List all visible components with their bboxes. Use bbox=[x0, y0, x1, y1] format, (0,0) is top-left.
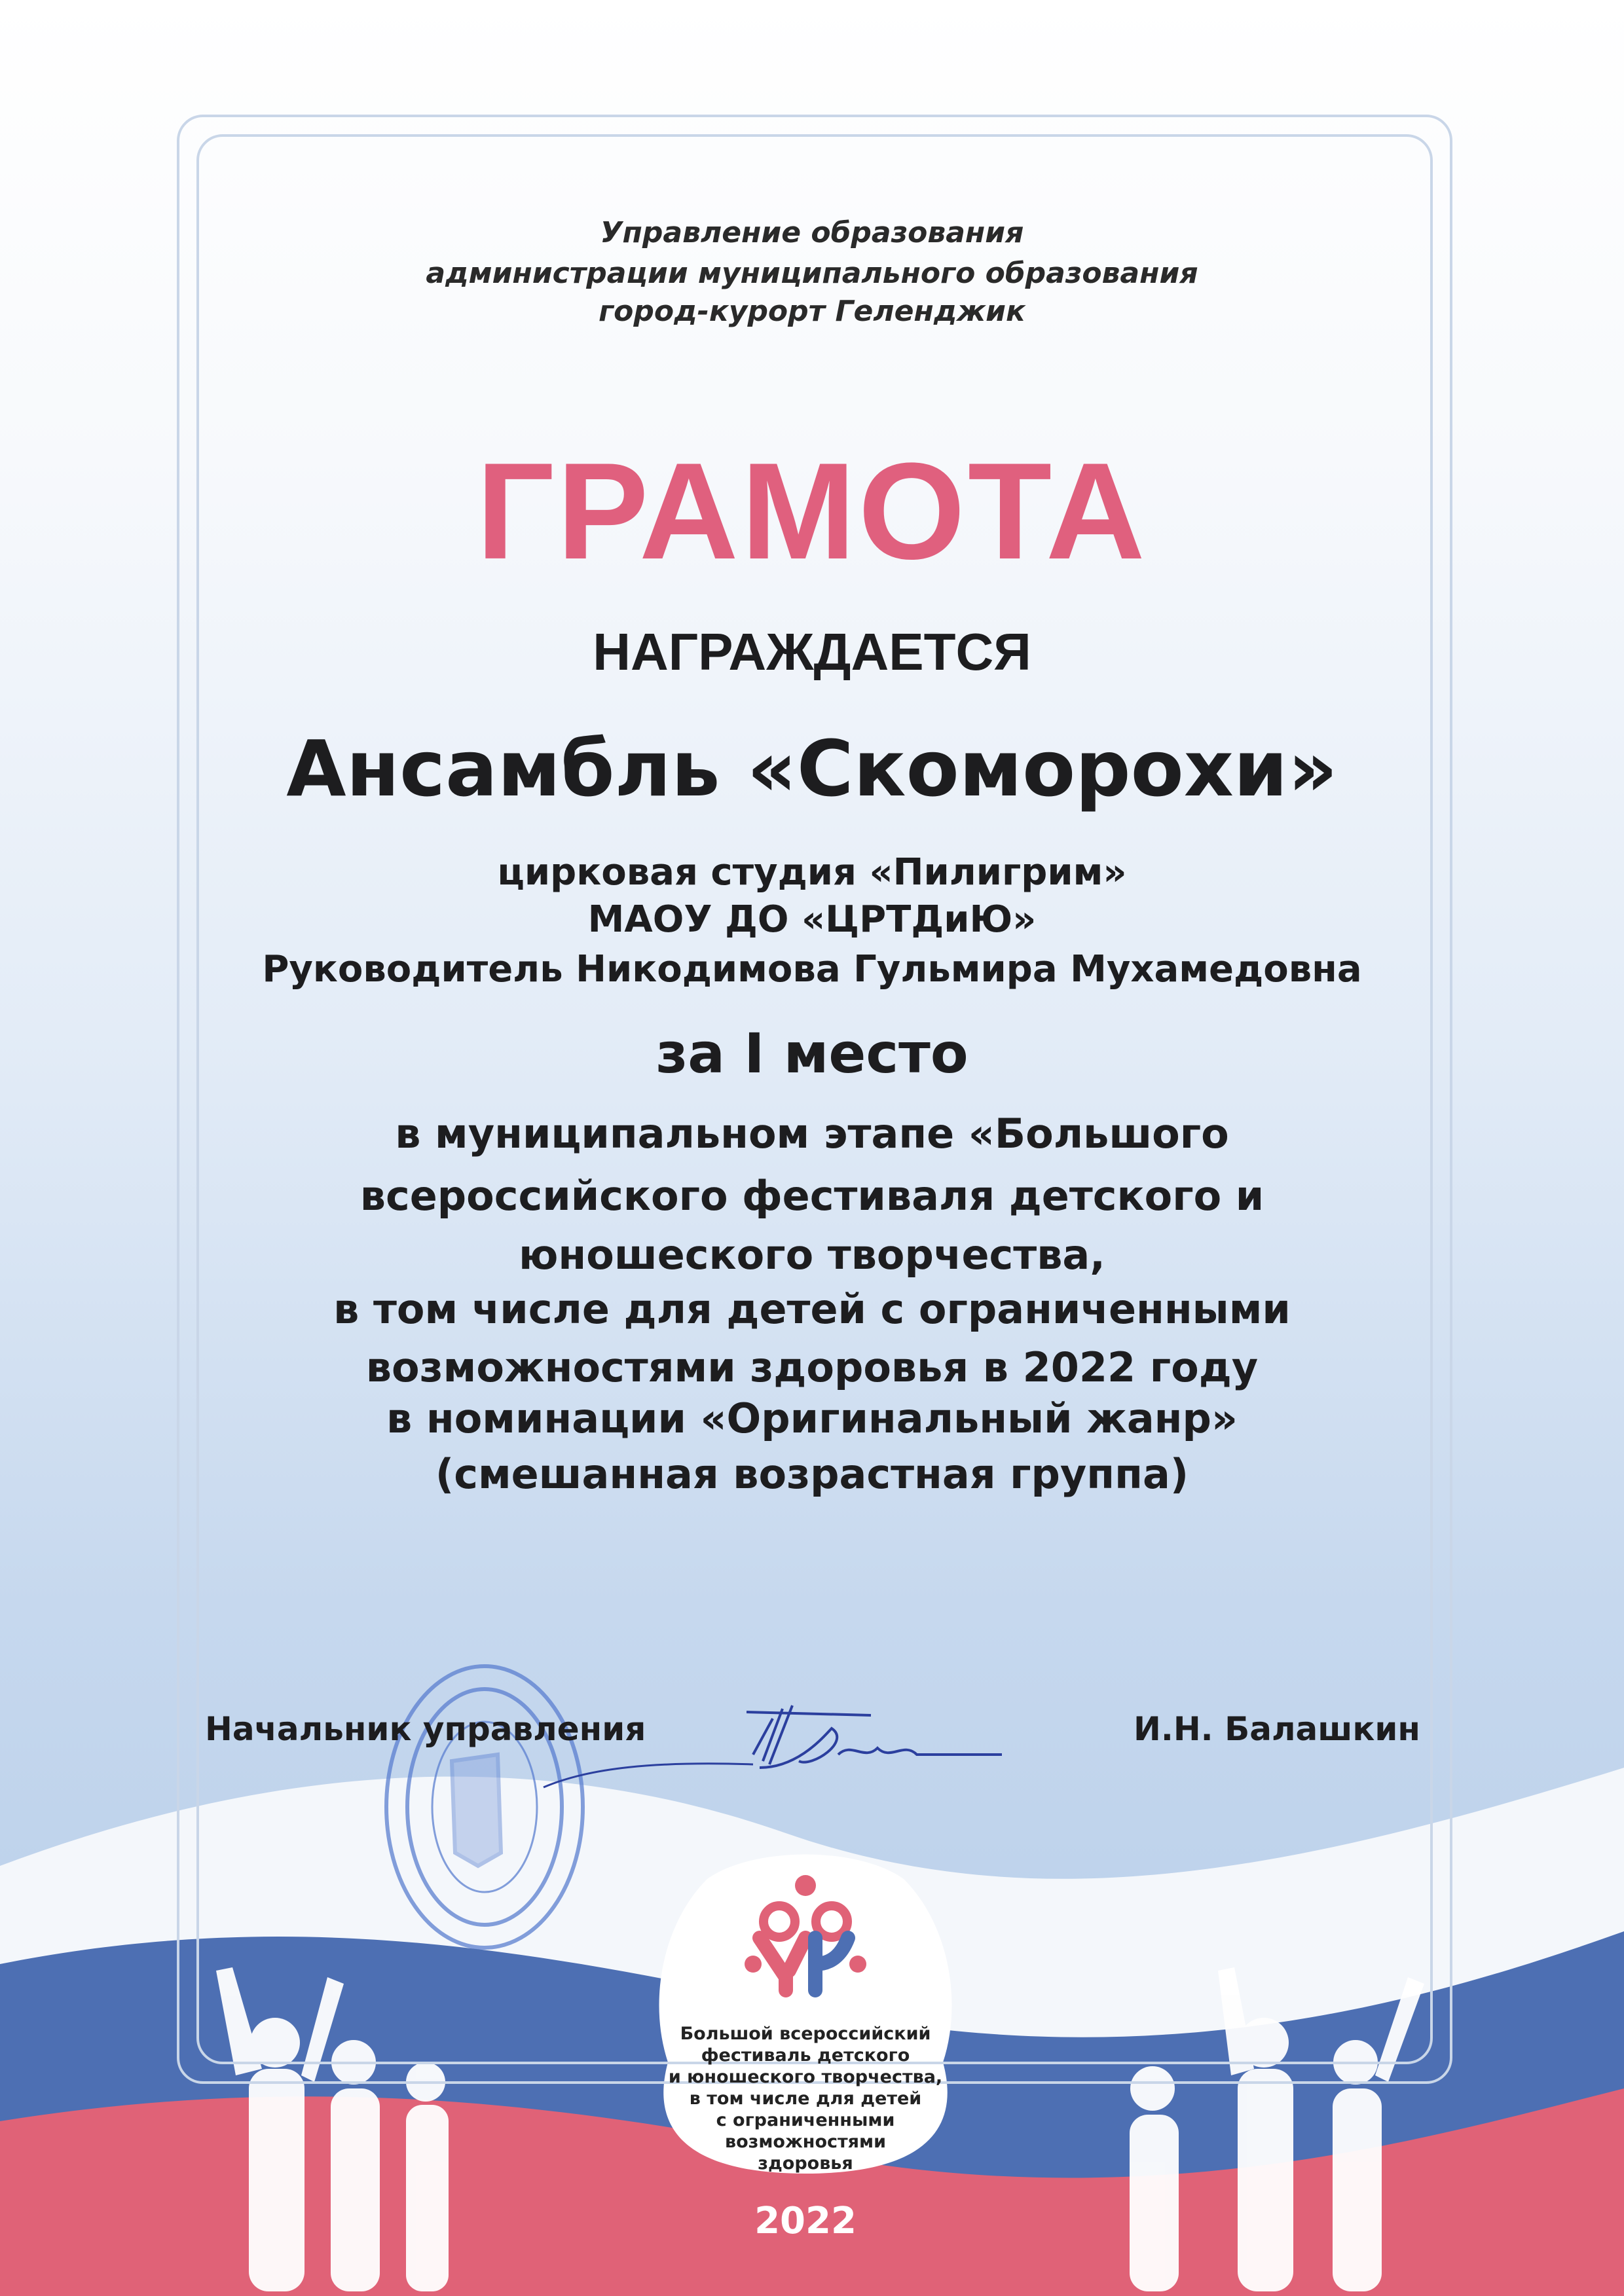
description-line: в номинации «Оригинальный жанр» bbox=[386, 1394, 1238, 1442]
logo-line: здоровья bbox=[758, 2153, 853, 2174]
certificate-title: ГРАМОТА bbox=[476, 434, 1148, 588]
issuer-line-3: город-курорт Геленджик bbox=[599, 295, 1025, 328]
logo-line: фестиваль детского bbox=[701, 2045, 910, 2066]
detail-organization: МАОУ ДО «ЦРТДиЮ» bbox=[587, 898, 1037, 941]
logo-line: возможностями bbox=[725, 2132, 886, 2152]
issuer-line-2: администрации муниципального образования bbox=[426, 257, 1198, 290]
description-line: возможностями здоровья в 2022 году bbox=[365, 1343, 1259, 1391]
issuer-line-1: Управление образования bbox=[600, 216, 1024, 249]
festival-logo-text bbox=[668, 2023, 943, 2174]
recipient-name: Ансамбль «Скоморохи» bbox=[286, 723, 1338, 814]
logo-line: с ограниченными bbox=[716, 2110, 895, 2130]
signatory-name: И.Н. Балашкин bbox=[1134, 1710, 1420, 1748]
description-line: всероссийского фестиваля детского и bbox=[360, 1172, 1264, 1220]
description-line: в том числе для детей с ограниченными bbox=[333, 1285, 1291, 1333]
detail-leader: Руководитель Никодимова Гульмира Мухамедовна bbox=[262, 948, 1362, 991]
festival-year: 2022 bbox=[754, 2200, 857, 2242]
description-line: юношеского творчества, bbox=[519, 1231, 1105, 1279]
description-line: (смешанная возрастная группа) bbox=[435, 1450, 1189, 1498]
awarded-heading: НАГРАЖДАЕТСЯ bbox=[593, 623, 1031, 681]
logo-line: в том числе для детей bbox=[689, 2088, 922, 2109]
signatory-position: Начальник управления bbox=[205, 1710, 646, 1748]
logo-line: Большой всероссийский bbox=[680, 2024, 931, 2044]
detail-studio: цирковая студия «Пилигрим» bbox=[497, 851, 1127, 894]
logo-line: и юношеского творчества, bbox=[668, 2067, 943, 2087]
inner-frame bbox=[196, 134, 1433, 2064]
description-line: в муниципальном этапе «Большого bbox=[395, 1110, 1229, 1157]
place-awarded: за I место bbox=[655, 1021, 969, 1085]
